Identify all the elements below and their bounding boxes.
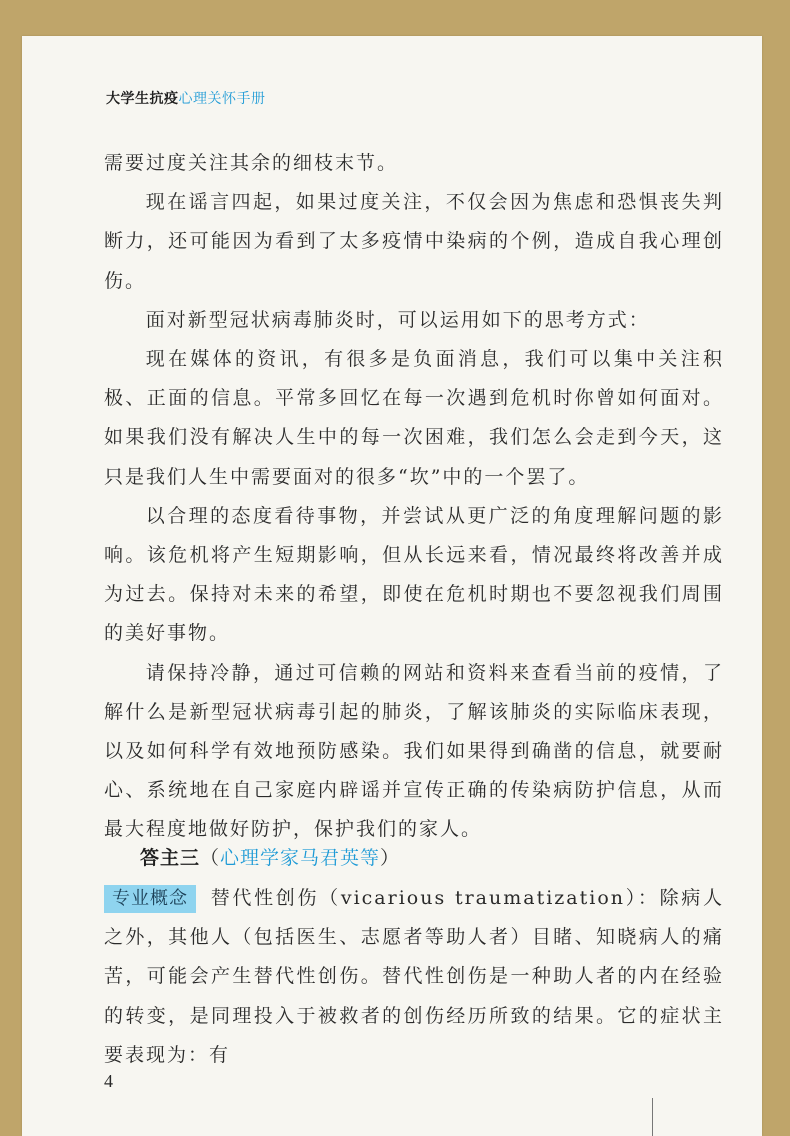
- concept-block: [104, 879, 724, 1075]
- paragraph: 现在媒体的资讯，有很多是负面消息，我们可以集中关注积极、正面的信息。平常多回忆在每一次遇到危机时你曾如何面对。如果我们没有解决人生中的每一次困难，我们怎么会走到今天，这只是我们人生中需要面对的很多“坎”中的一个罢了。: [104, 348, 724, 488]
- section-heading-paren-open: （: [200, 847, 221, 869]
- paragraph: 需要过度关注其余的细枝末节。: [104, 152, 399, 174]
- page-number: 4: [104, 1071, 113, 1091]
- running-head-subtitle: 心理关怀手册: [178, 91, 266, 107]
- running-head: [106, 88, 266, 108]
- paragraph: 以合理的态度看待事物，并尝试从更广泛的角度理解问题的影响。该危机将产生短期影响，但从长远来看，情况最终将改善并成为过去。保持对未来的希望，即使在危机时期也不要忽视我们周围的美好事物。: [104, 504, 724, 645]
- section-heading: [140, 843, 400, 870]
- book-page: [22, 36, 762, 1136]
- concept-tag: 专业概念: [104, 885, 196, 913]
- body-text: [104, 144, 724, 850]
- paragraph: 现在谣言四起，如果过度关注，不仅会因为焦虑和恐惧丧失判断力，还可能因为看到了太多疫情中染病的个例，造成自我心理创伤。: [104, 191, 724, 292]
- running-head-title: 大学生抗疫: [106, 91, 179, 107]
- paragraph: 面对新型冠状病毒肺炎时，可以运用如下的思考方式：: [145, 308, 650, 331]
- section-heading-paren-close: ）: [380, 847, 401, 869]
- concept-paragraph: [104, 879, 724, 1075]
- section-heading-main: 答主三: [140, 847, 201, 869]
- paragraph: 请保持冷静，通过可信赖的网站和资料来查看当前的疫情，了解什么是新型冠状病毒引起的肺炎，了解该肺炎的实际临床表现，以及如何科学有效地预防感染。我们如果得到确凿的信息，就要耐心、系统地在自己家庭内辟谣并宣传正确的传染病防护信息，从而最大程度地做好防护，保护我们的家人。: [104, 661, 724, 841]
- section-heading-author: 心理学家马君英等: [220, 847, 381, 869]
- page-fold-line: [652, 1098, 653, 1136]
- concept-text: 替代性创伤（vicarious traumatization）：除病人之外，其他人（包括医生、志愿者等助人者）目睹、知晓病人的痛苦，可能会产生替代性创伤。替代性创伤是一种助人者的内在经验的转变，是同理投入于被救者的创伤经历所致的结果。它的症状主要表现为：有: [104, 887, 724, 1066]
